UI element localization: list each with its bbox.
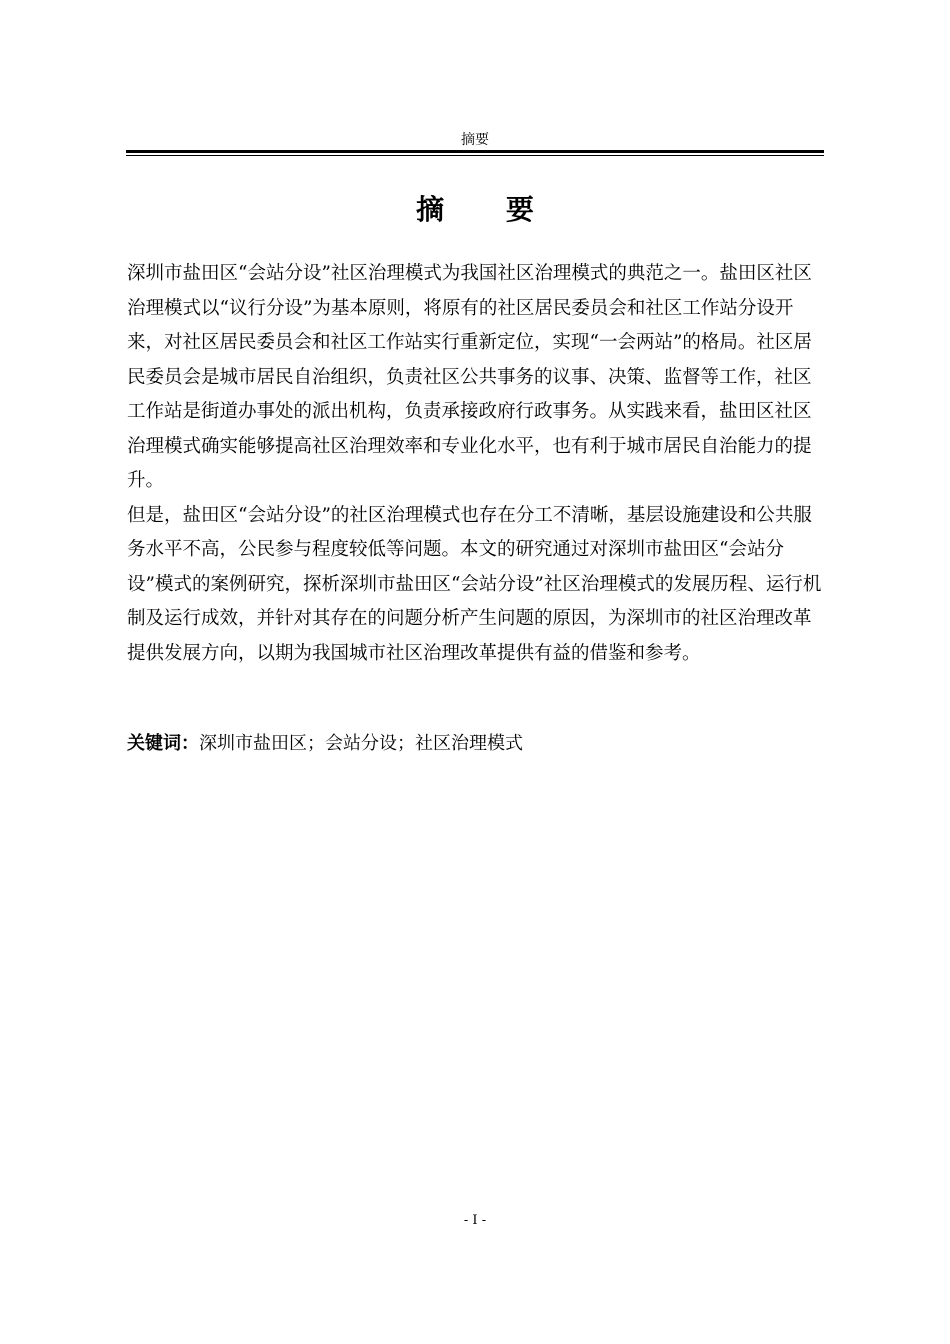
abstract-paragraph: 但是，盐田区“会站分设”的社区治理模式也存在分工不清晰，基层设施建设和公共服务水平不高，公民参与程度较低等问题。本文的研究通过对深圳市盐田区“会站分设”模式的案例研究，探析深圳市盐田区“会站分设”社区治理模式的发展历程、运行机制及运行成效，并针对其存在的问题分析产生问题的原因，为深圳市的社区治理改革提供发展方向，以期为我国城市社区治理改革提供有益的借鉴和参考。 — [127, 504, 822, 664]
page-title: 摘 要 — [416, 193, 560, 226]
abstract-body — [127, 257, 827, 671]
keywords-label: 关键词： — [127, 733, 199, 754]
abstract-paragraph: 深圳市盐田区“会站分设”社区治理模式为我国社区治理模式的典范之一。盐田区社区治理模式以“议行分设”为基本原则，将原有的社区居民委员会和社区工作站分设开来，对社区居民委员会和社区工作站实行重新定位，实现“一会两站”的格局。社区居民委员会是城市居民自治组织，负责社区公共事务的议事、决策、监督等工作，社区工作站是街道办事处的派出机构，负责承接政府行政事务。从实践来看，盐田区社区治理模式确实能够提高社区治理效率和专业化水平，也有利于城市居民自治能力的提升。 — [127, 263, 812, 491]
page-number: - I - — [463, 1213, 487, 1228]
keywords-value: 深圳市盐田区；会站分设；社区治理模式 — [199, 733, 523, 754]
running-header: 摘要 — [461, 132, 489, 148]
keywords-line — [127, 728, 827, 760]
header-rule-thick — [126, 150, 824, 153]
header-rule-thin — [126, 155, 824, 156]
